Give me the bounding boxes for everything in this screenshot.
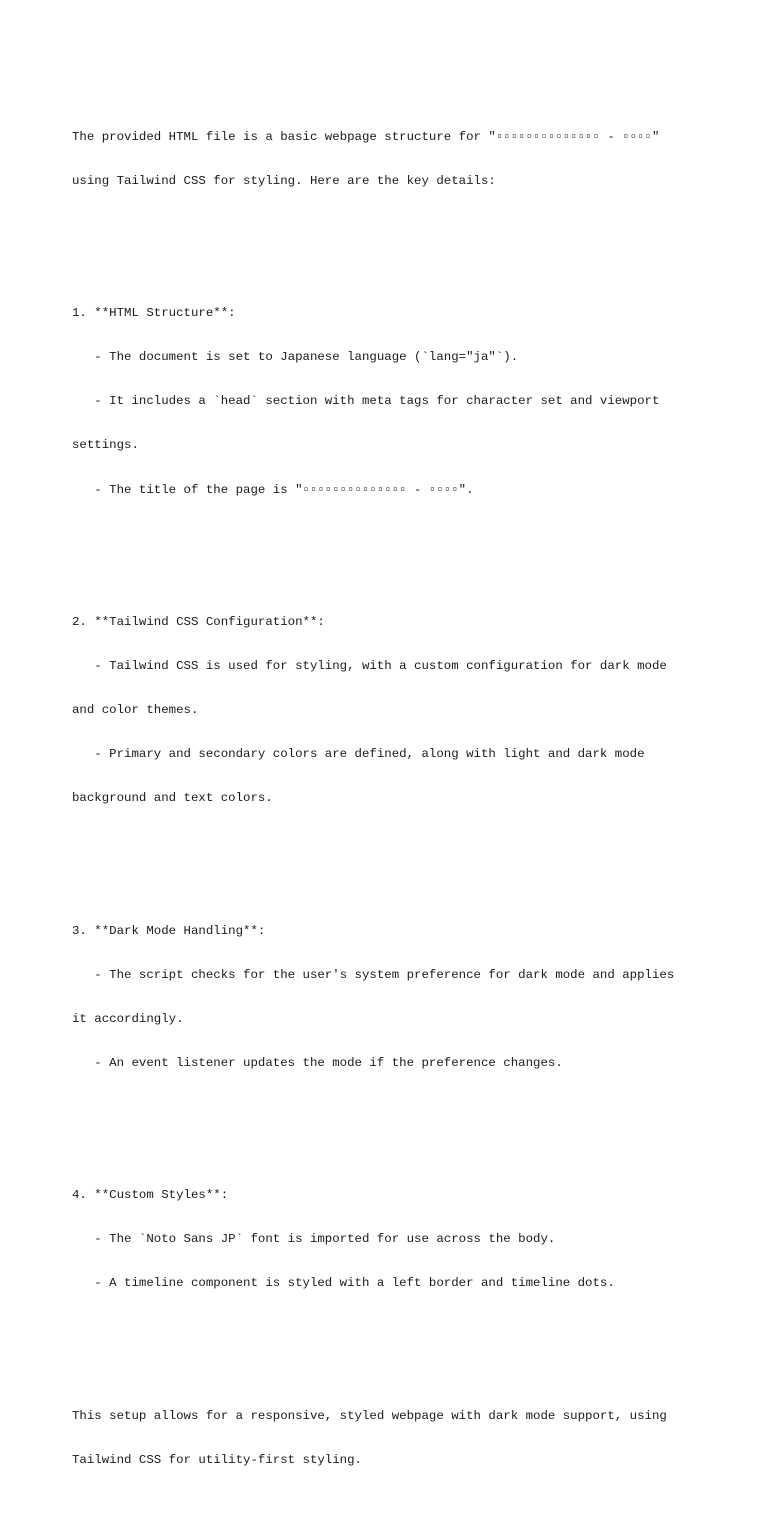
section-line: - Primary and secondary colors are defined, along with light and dark mode <box>72 747 645 762</box>
section-line: and color themes. <box>72 703 199 718</box>
document-body <box>72 71 692 1526</box>
section-line: settings. <box>72 438 139 453</box>
section-heading: 4. **Custom Styles**: <box>72 1188 229 1203</box>
section-html-structure <box>72 277 692 527</box>
conclusion-line: This setup allows for a responsive, styled webpage with dark mode support, using <box>72 1408 667 1423</box>
section-line: - An event listener updates the mode if the preference changes. <box>72 1055 563 1070</box>
section-tailwind-config <box>72 585 692 835</box>
section-line: background and text colors. <box>72 791 273 806</box>
section-heading: 3. **Dark Mode Handling**: <box>72 923 266 938</box>
section-line: - The script checks for the user's system preference for dark mode and applies <box>72 967 675 982</box>
section-line: - The title of the page is "▫▫▫▫▫▫▫▫▫▫▫▫▫▫ - ▫▫▫▫". <box>72 482 474 497</box>
intro-line: The provided HTML file is a basic webpage structure for "▫▫▫▫▫▫▫▫▫▫▫▫▫▫ - ▫▫▫▫" <box>72 129 660 144</box>
section-line: - It includes a `head` section with meta tags for character set and viewport <box>72 394 660 409</box>
intro-paragraph <box>72 100 692 218</box>
section-dark-mode <box>72 894 692 1100</box>
section-heading: 1. **HTML Structure**: <box>72 306 236 321</box>
conclusion-line: Tailwind CSS for utility-first styling. <box>72 1452 362 1467</box>
section-line: it accordingly. <box>72 1011 184 1026</box>
intro-line: using Tailwind CSS for styling. Here are the key details: <box>72 173 496 188</box>
section-heading: 2. **Tailwind CSS Configuration**: <box>72 614 325 629</box>
section-custom-styles <box>72 1159 692 1321</box>
section-line: - The `Noto Sans JP` font is imported for use across the body. <box>72 1232 556 1247</box>
section-line: - The document is set to Japanese language (`lang="ja"`). <box>72 350 519 365</box>
section-line: - Tailwind CSS is used for styling, with a custom configuration for dark mode <box>72 658 667 673</box>
conclusion-paragraph <box>72 1379 692 1497</box>
section-line: - A timeline component is styled with a left border and timeline dots. <box>72 1276 615 1291</box>
